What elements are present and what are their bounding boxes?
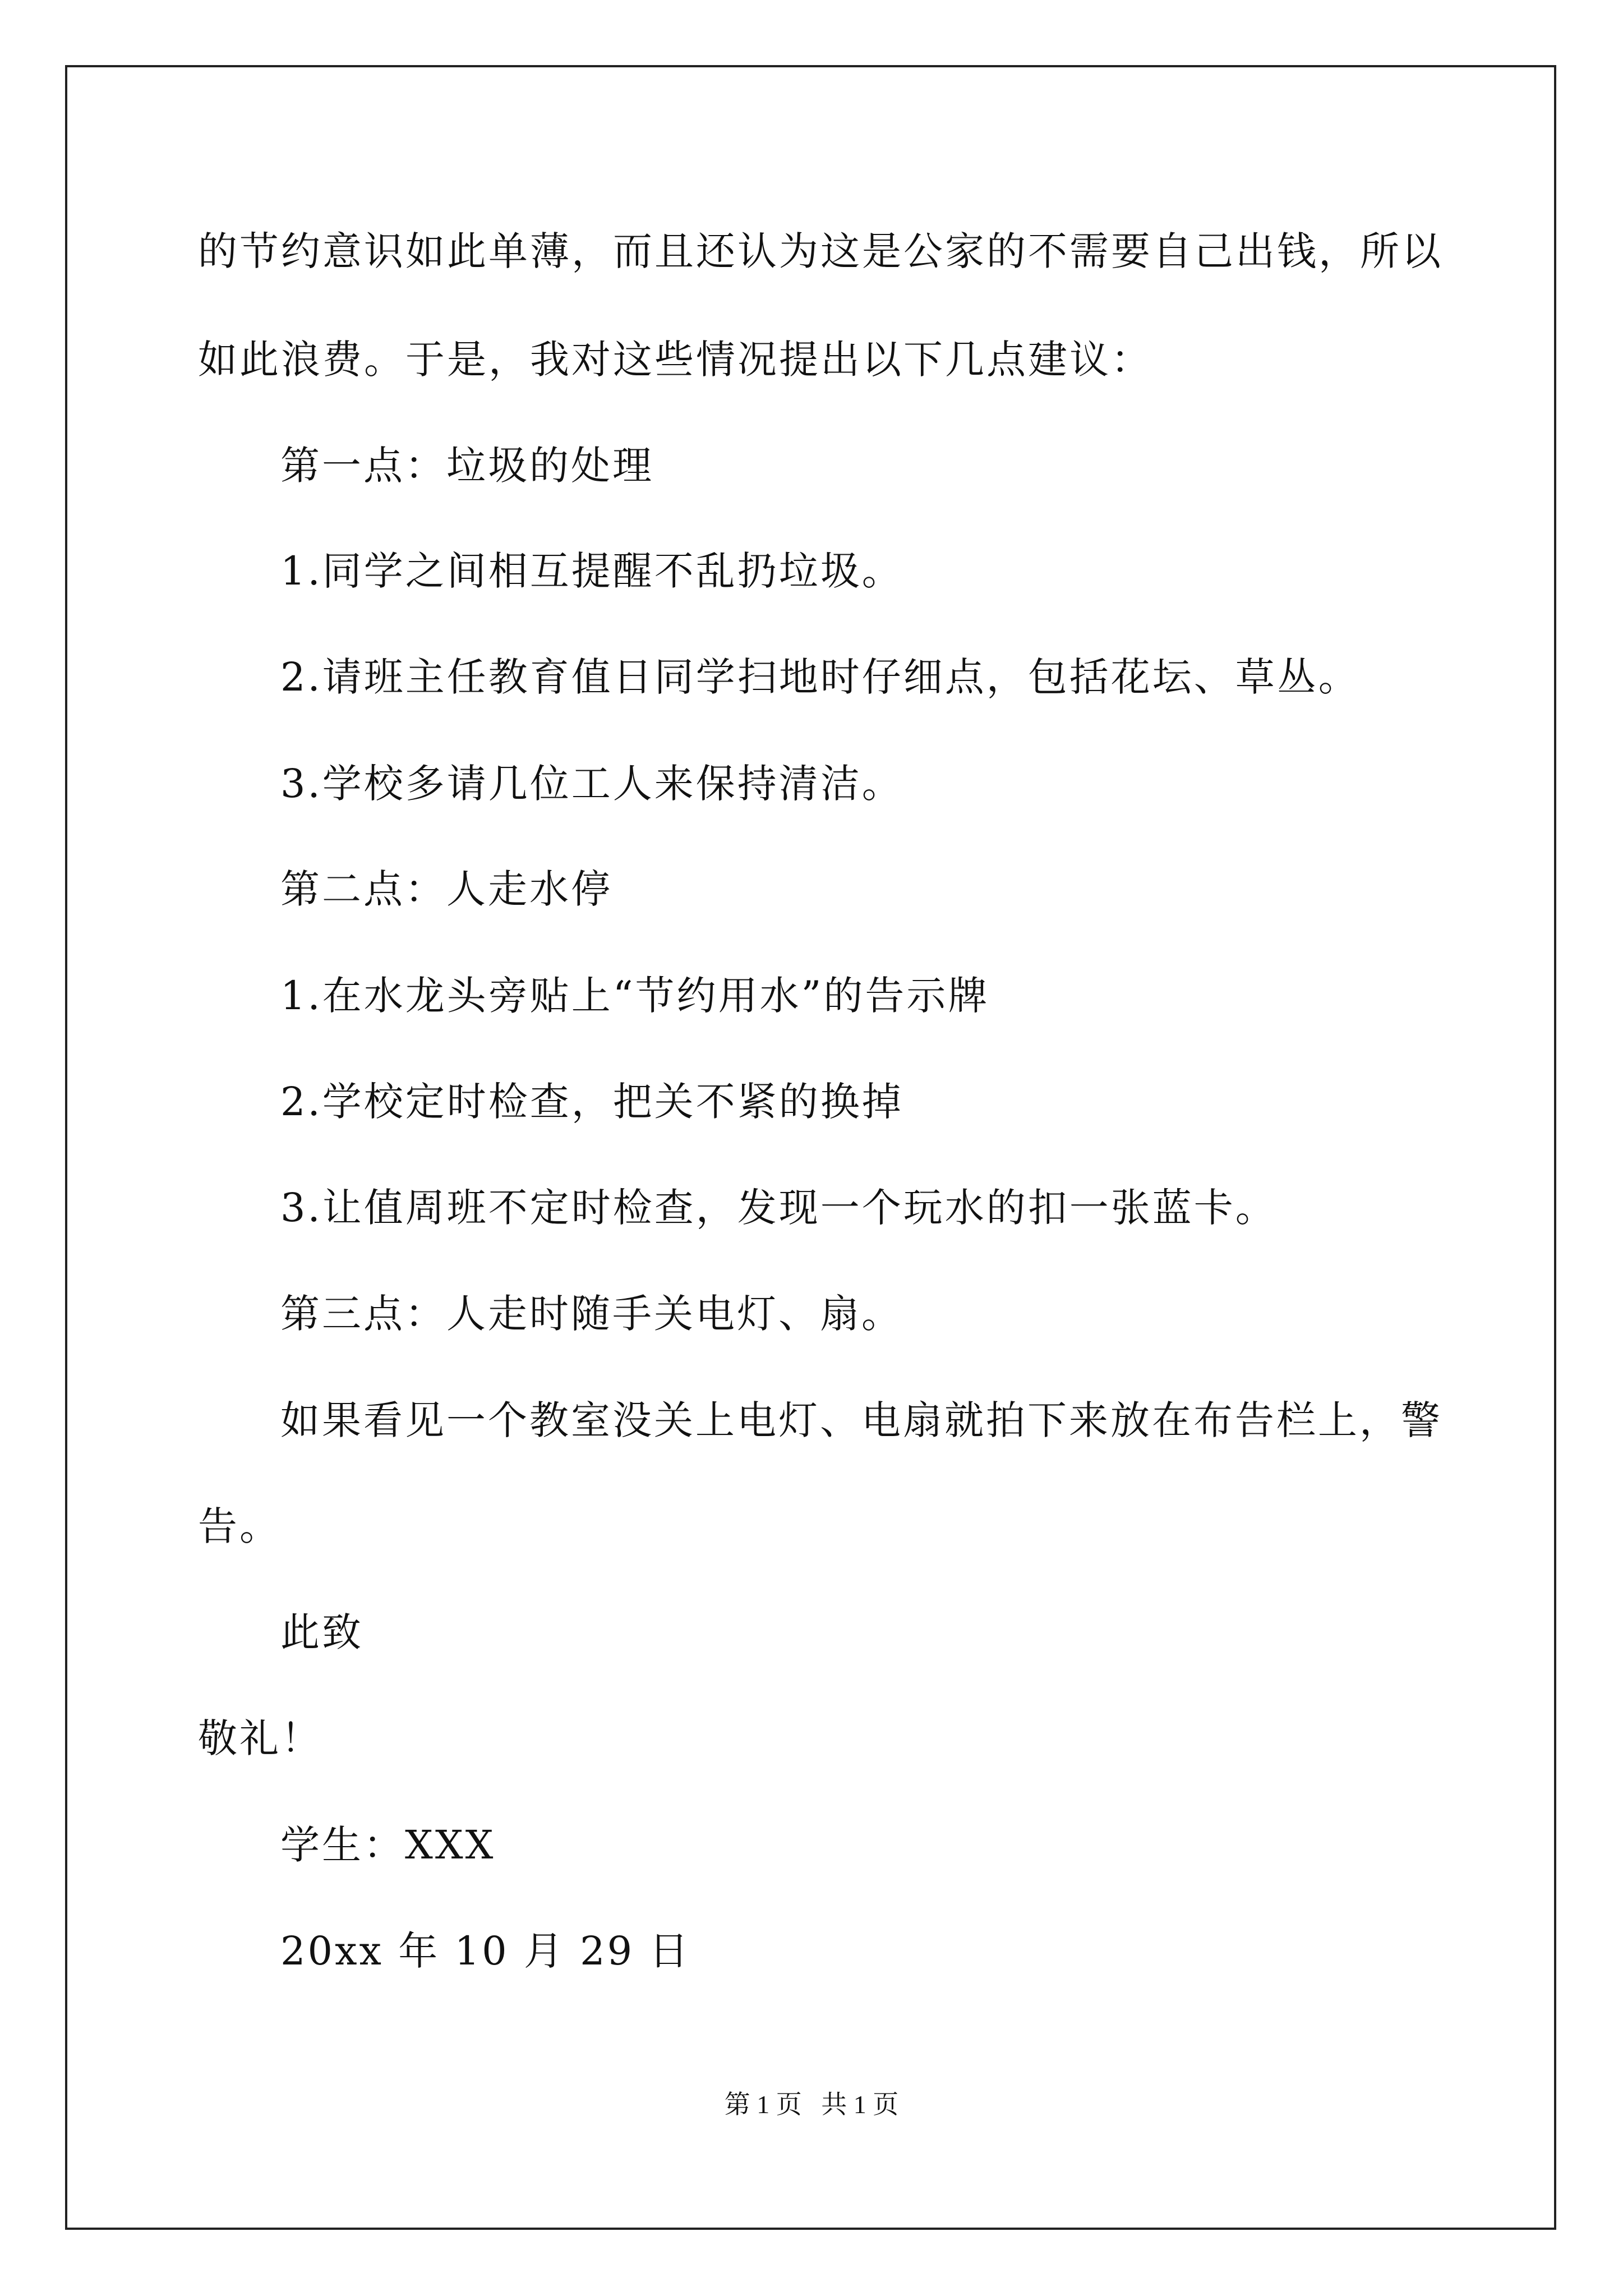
section-heading: 第三点：人走时随手关电灯、扇。 (280, 1291, 903, 1337)
list-item: 3.学校多请几位工人来保持清洁。 (280, 761, 903, 807)
date: 20xx 年 10 月 29 日 (280, 1928, 691, 1974)
paragraph-line: 如此浪费。于是，我对这些情况提出以下几点建议： (198, 337, 1152, 383)
page-border (65, 65, 1556, 2230)
list-item: 1.同学之间相互提醒不乱扔垃圾。 (280, 548, 903, 594)
paragraph-line: 如果看见一个教室没关上电灯、电扇就拍下来放在布告栏上，警 (280, 1397, 1442, 1443)
signature: 学生：XXX (280, 1822, 496, 1868)
list-item: 1.在水龙头旁贴上“节约用水”的告示牌 (280, 973, 990, 1019)
paragraph-line: 的节约意识如此单薄，而且还认为这是公家的不需要自己出钱，所以 (198, 228, 1443, 274)
paragraph-line: 告。 (198, 1503, 281, 1549)
page-number-footer: 第 1 页 共 1 页 (724, 2090, 899, 2119)
list-item: 2.请班主任教育值日同学扫地时仔细点，包括花坛、草丛。 (280, 654, 1360, 700)
list-item: 2.学校定时检查，把关不紧的换掉 (280, 1079, 903, 1125)
salutation: 敬礼！ (198, 1715, 322, 1761)
section-heading: 第二点：人走水停 (280, 866, 612, 912)
section-heading: 第一点：垃圾的处理 (280, 443, 654, 489)
list-item: 3.让值周班不定时检查，发现一个玩水的扣一张蓝卡。 (280, 1185, 1277, 1231)
closing-line: 此致 (280, 1609, 363, 1655)
